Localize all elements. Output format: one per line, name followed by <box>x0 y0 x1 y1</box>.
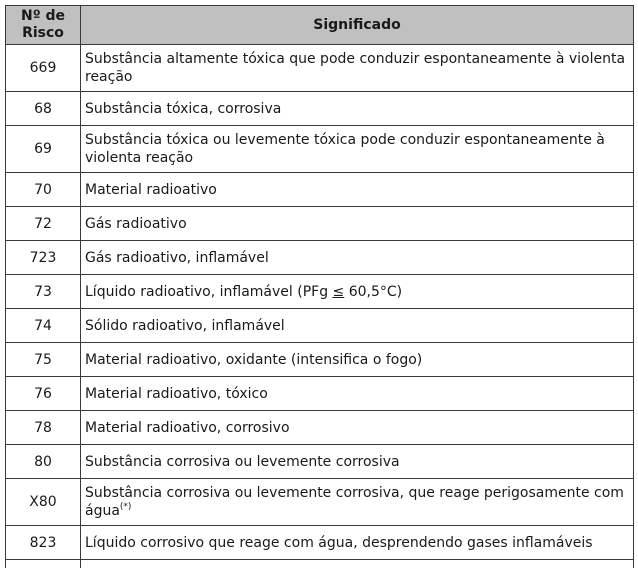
meaning-cell: Substância tóxica ou levemente tóxica pode conduzir espontaneamente à violenta reação <box>81 126 634 173</box>
risk-number-cell: 73 <box>6 275 81 309</box>
risk-number-header-line2: Risco <box>22 25 64 41</box>
table-row <box>6 45 634 92</box>
risk-number-cell: 69 <box>6 126 81 173</box>
risk-table-container <box>5 5 633 568</box>
risk-number-cell: 80 <box>6 445 81 479</box>
meaning-cell: Líquido corrosivo que reage com água, desprendendo gases inflamáveis <box>81 526 634 560</box>
table-row <box>6 173 634 207</box>
table-row-partial <box>6 560 634 569</box>
risk-number-cell: 72 <box>6 207 81 241</box>
table-row <box>6 275 634 309</box>
risk-number-cell-empty <box>6 560 81 569</box>
meaning-text-end: 60,5°C) <box>344 283 403 300</box>
meaning-cell: Substância tóxica, corrosiva <box>81 92 634 126</box>
meaning-header: Significado <box>81 6 634 45</box>
risk-number-cell: 70 <box>6 173 81 207</box>
meaning-cell: Substância corrosiva ou levemente corrosiva <box>81 445 634 479</box>
meaning-text: Substância corrosiva ou levemente corrosiva, que reage perigosamente com água <box>85 485 624 519</box>
meaning-cell: Sólido radioativo, inflamável <box>81 309 634 343</box>
table-row <box>6 92 634 126</box>
meaning-cell <box>81 479 634 526</box>
footnote-marker: (*) <box>119 502 132 512</box>
risk-number-table <box>5 5 634 568</box>
meaning-cell: Gás radioativo <box>81 207 634 241</box>
meaning-cell: Material radioativo, tóxico <box>81 377 634 411</box>
table-row <box>6 377 634 411</box>
table-row <box>6 445 634 479</box>
meaning-cell <box>81 275 634 309</box>
table-row <box>6 343 634 377</box>
meaning-cell: Gás radioativo, inflamável <box>81 241 634 275</box>
table-row <box>6 309 634 343</box>
risk-number-cell: 78 <box>6 411 81 445</box>
risk-number-cell: 823 <box>6 526 81 560</box>
table-row <box>6 526 634 560</box>
risk-number-header-line1: Nº de <box>20 8 65 24</box>
table-row <box>6 207 634 241</box>
meaning-cell: Material radioativo, oxidante (intensifica o fogo) <box>81 343 634 377</box>
table-row <box>6 126 634 173</box>
table-header-row <box>6 6 634 45</box>
table-row <box>6 479 634 526</box>
risk-number-cell: 76 <box>6 377 81 411</box>
risk-number-cell: 68 <box>6 92 81 126</box>
risk-number-cell: 723 <box>6 241 81 275</box>
table-row <box>6 411 634 445</box>
meaning-text: Líquido radioativo, inflamável (PFg <box>85 283 333 300</box>
risk-number-cell: X80 <box>6 479 81 526</box>
meaning-cell: Material radioativo <box>81 173 634 207</box>
risk-number-cell: 75 <box>6 343 81 377</box>
less-equal-symbol: ≤ <box>332 283 345 300</box>
meaning-cell: Substância altamente tóxica que pode conduzir espontaneamente à violenta reação <box>81 45 634 92</box>
risk-number-cell: 669 <box>6 45 81 92</box>
risk-number-header <box>6 6 81 45</box>
meaning-cell: Material radioativo, corrosivo <box>81 411 634 445</box>
risk-number-cell: 74 <box>6 309 81 343</box>
meaning-cell-empty <box>81 560 634 569</box>
table-row <box>6 241 634 275</box>
